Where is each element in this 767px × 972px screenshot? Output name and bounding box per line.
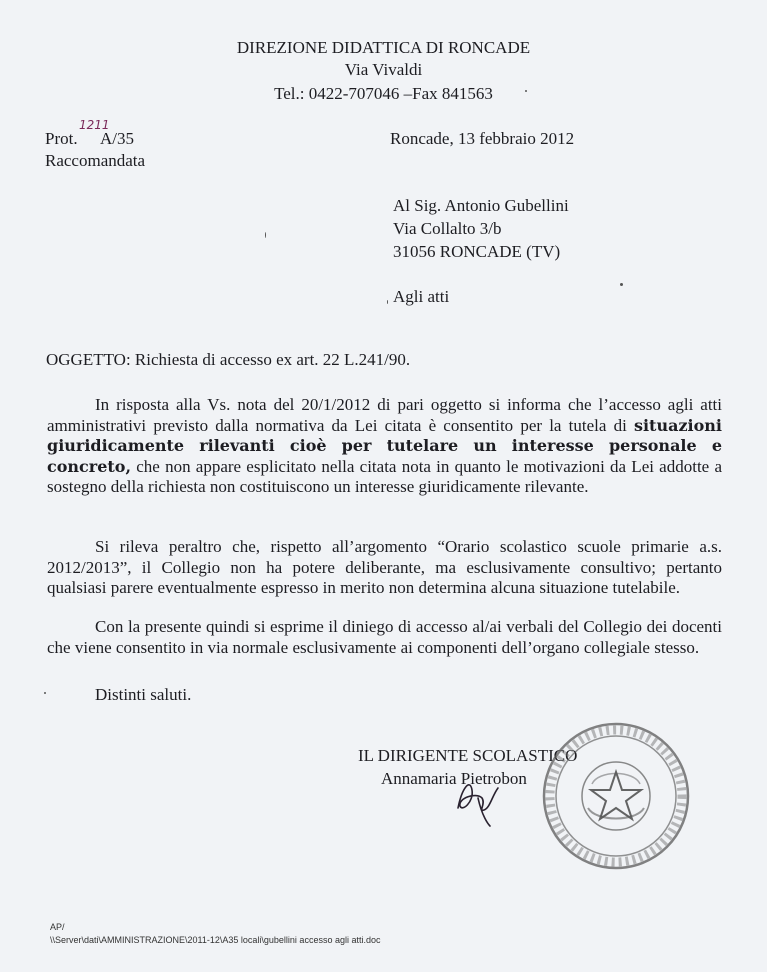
- protocol-label: Prot.: [45, 129, 78, 148]
- body-paragraph-2: Si rileva peraltro che, rispetto all’argomento “Orario scolastico scuole primarie a.s. 2012/2013”, il Collegio non ha potere deliberante, ma esclusivamente consultivo; pertanto qualsiasi parere eventualmente espresso in merito non determina alcuna situazione tutelabile.: [47, 537, 722, 597]
- scan-speck: [525, 90, 527, 92]
- body-paragraph-1: [47, 395, 722, 498]
- place-date: Roncade, 13 febbraio 2012: [390, 129, 575, 148]
- protocol-code: A/35: [100, 129, 134, 148]
- footer-initials: AP/: [50, 922, 65, 932]
- scan-speck: [620, 283, 623, 286]
- handwritten-signature: [448, 768, 518, 828]
- recipient-address-city: 31056 RONCADE (TV): [393, 242, 561, 261]
- recipient-name: Al Sig. Antonio Gubellini: [393, 196, 569, 215]
- letterhead-institution: DIREZIONE DIDATTICA DI RONCADE: [236, 38, 531, 57]
- delivery-type: Raccomandata: [45, 151, 146, 170]
- recipient-cc: Agli atti: [393, 287, 450, 306]
- letterhead-street: Via Vivaldi: [344, 60, 423, 79]
- footer-file-path: \\Server\dati\AMMINISTRAZIONE\2011-12\A35 locali\gubellini accesso agli atti.doc: [50, 935, 381, 945]
- signer-name: Annamaria Pietrobon: [381, 769, 527, 788]
- official-stamp: [538, 718, 694, 874]
- scan-speck: [265, 232, 266, 238]
- p1-bold-text: situazioni giuridicamente rilevanti cioè per tutelare un interesse personale e concreto,: [47, 415, 722, 476]
- letterhead-contacts: Tel.: 0422-707046 –Fax 841563: [274, 84, 493, 103]
- p1-text-a: In risposta alla Vs. nota del 20/1/2012 di pari oggetto si informa che l’accesso agli atti amministrativi previsto dalla normativa da Lei citata è consentito per la tutela di: [47, 395, 722, 435]
- subject-line: OGGETTO: Richiesta di accesso ex art. 22 L.241/90.: [46, 350, 411, 369]
- protocol-number-handwritten: 1211: [79, 118, 110, 132]
- body-paragraph-3: Con la presente quindi si esprime il diniego di accesso al/ai verbali del Collegio dei docenti che viene consentito in via normale esclusivamente ai componenti dell’organo collegiale stesso.: [47, 617, 722, 657]
- p1-text-b: che non appare esplicitato nella citata nota in quanto le motivazioni da Lei addotte a sostegno della richiesta non costituiscono un interesse giuridicamente rilevante.: [47, 456, 722, 496]
- signer-title: IL DIRIGENTE SCOLASTICO: [358, 746, 578, 765]
- closing-salutation: Distinti saluti.: [95, 685, 192, 704]
- scan-speck: [387, 300, 388, 304]
- recipient-address-street: Via Collalto 3/b: [393, 219, 502, 238]
- scan-speck: [44, 692, 46, 694]
